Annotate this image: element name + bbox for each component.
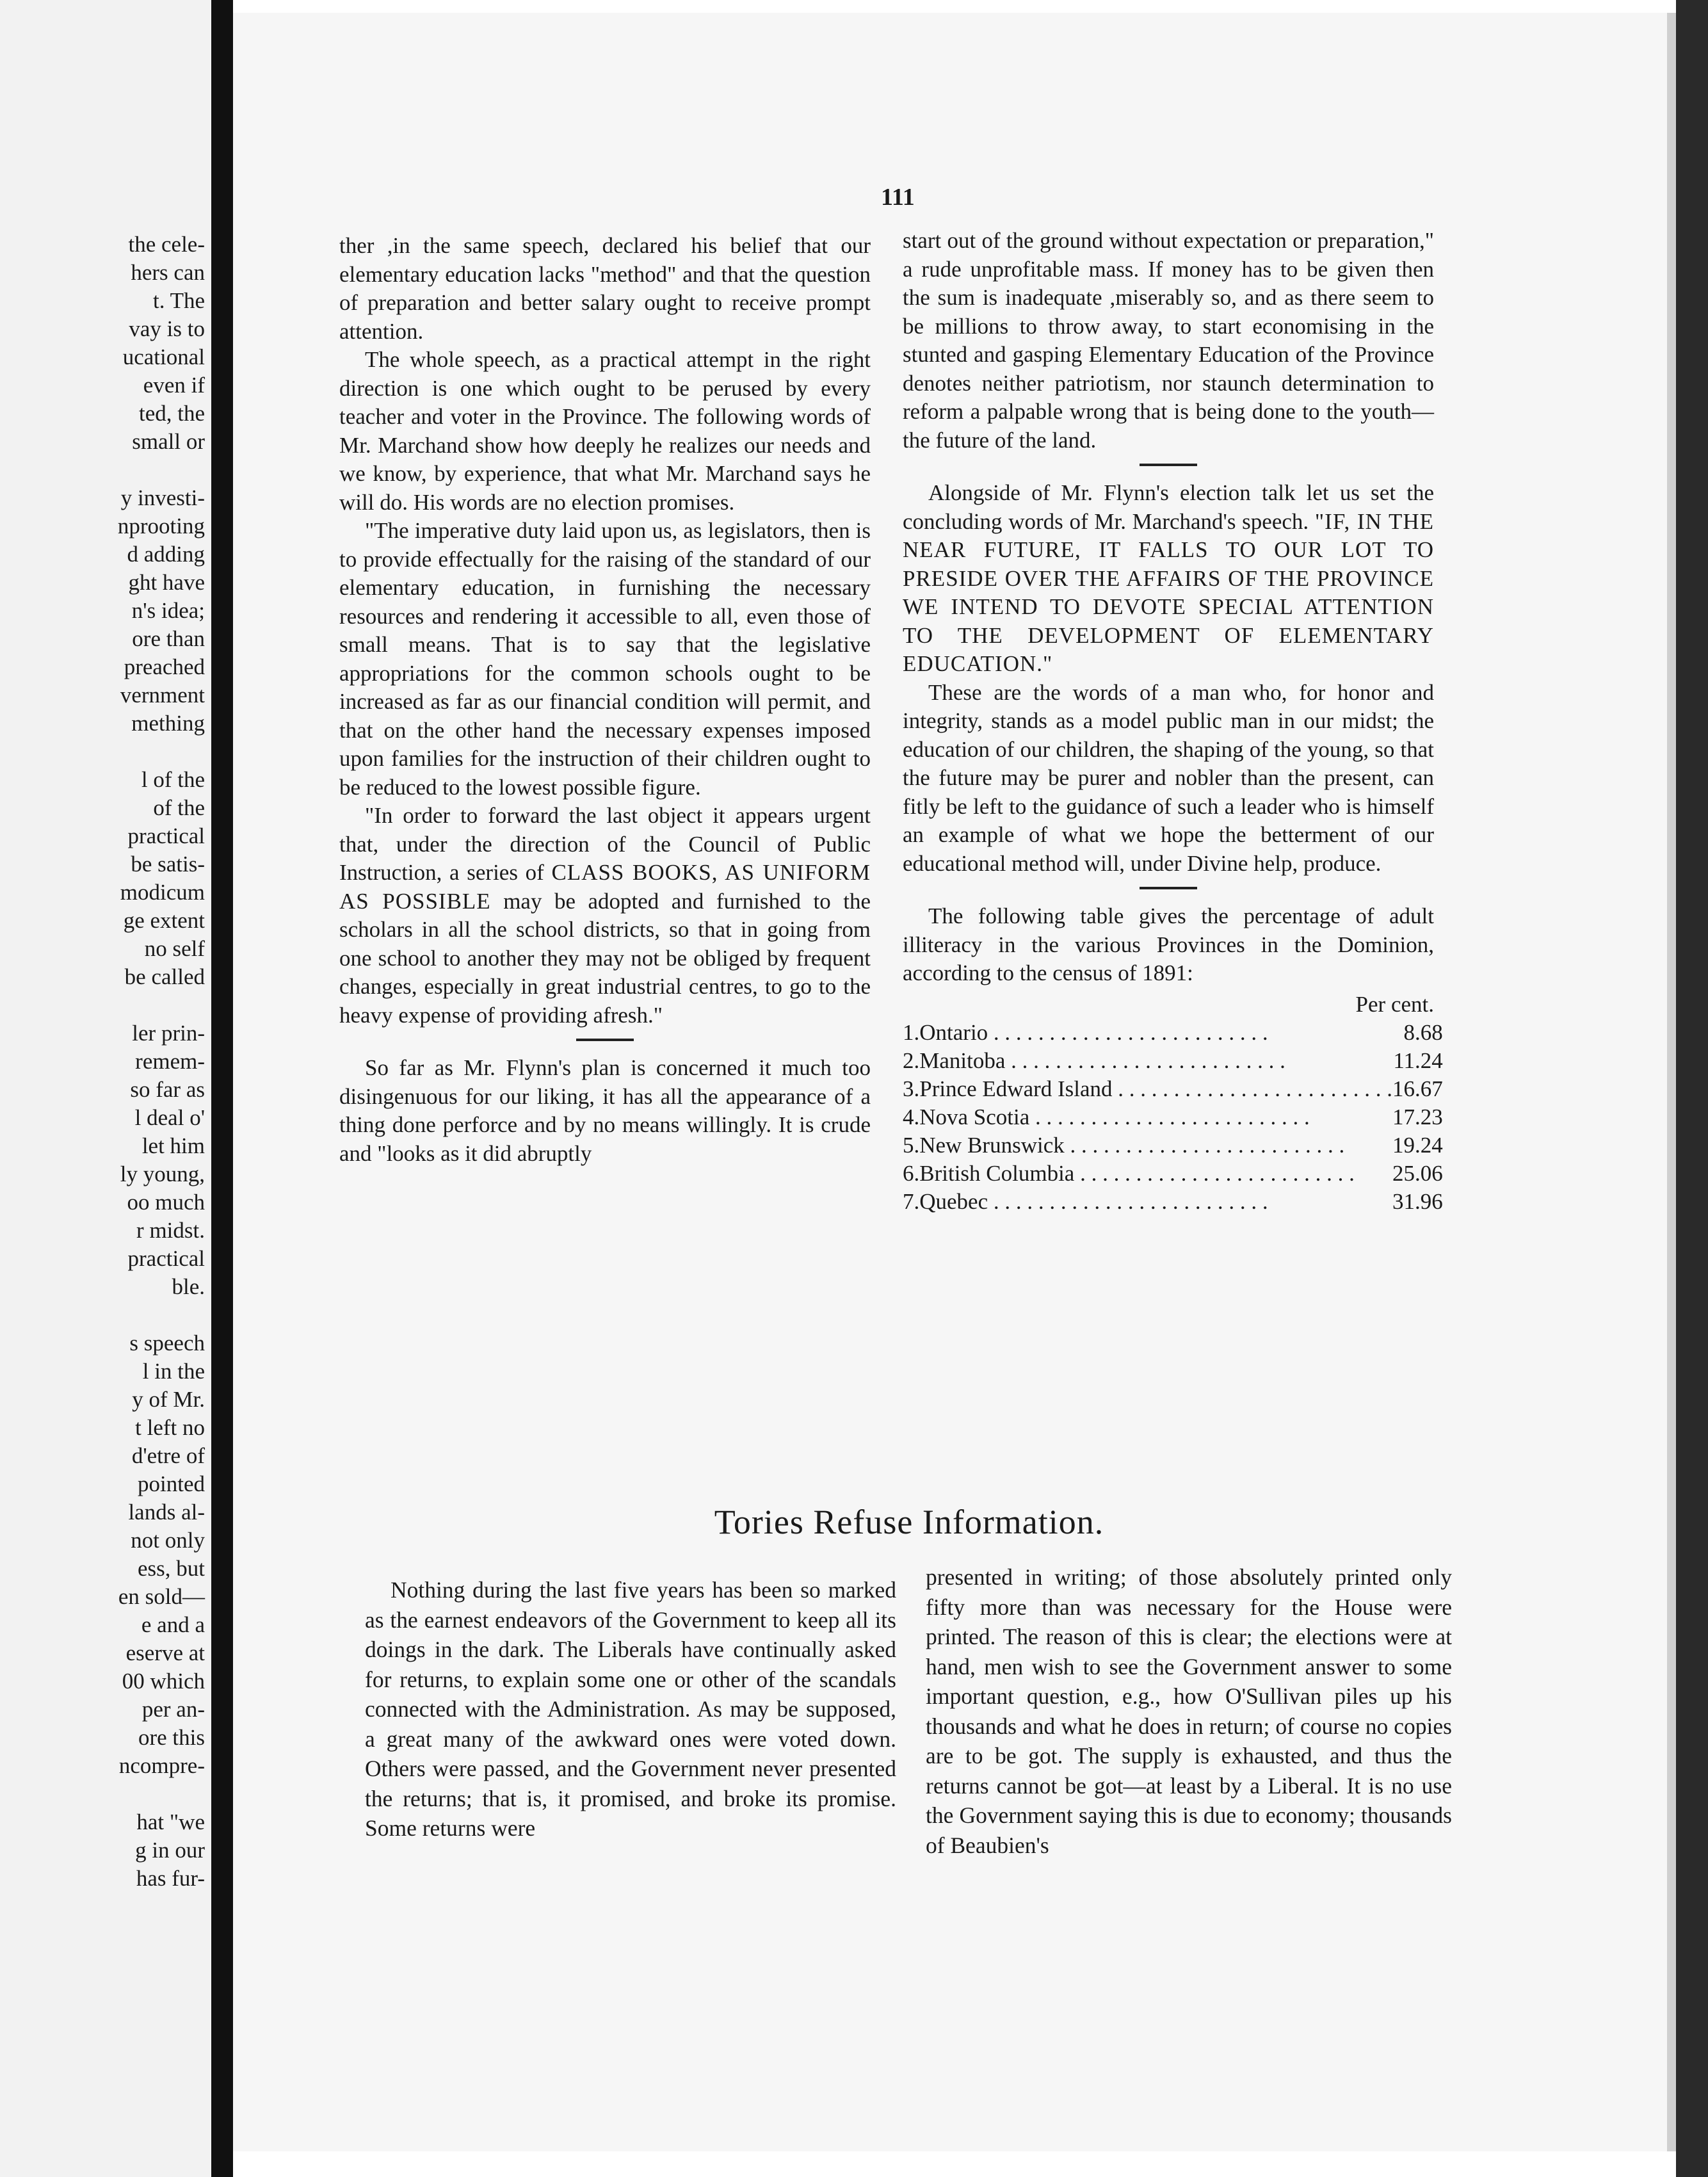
percent-value: 8.68 bbox=[1403, 1020, 1443, 1045]
province-cell bbox=[919, 1047, 1392, 1075]
percent-value: 25.06 bbox=[1392, 1161, 1443, 1186]
leader-dots bbox=[1065, 1133, 1345, 1158]
paragraph: These are the words of a man who, for honor and integrity, stands as a model public man in our midst; the education of our children, the shaping of the young, so that the future may be purer and nobler than the present, can fitly be left to the guidance of such a leader who is himself an example of what we hope the betterment of our educational method will, under Divine help, produce. bbox=[903, 679, 1434, 876]
column-right-upper bbox=[903, 227, 1443, 1216]
fragment-line: oo much bbox=[127, 1190, 205, 1215]
paragraph-text: "In order to forward the last object it appears urgent that, under the direction of the Council of Public Instruction, a series of bbox=[339, 803, 871, 885]
leader-dots bbox=[1005, 1048, 1285, 1073]
quoted-paragraph: "The imperative duty laid upon us, as legislators, then is to provide effectually for the raising of the standard of our elementary education, in furnishing the necessary resources and rendering it accessible to all, even those of small means. That is to say that the legislative appropriations for the common schools ought to be increased as far as our financial condition will permit, and that on the other hand the necessary expenses imposed upon families for the instruction of their children ought to be reduced to the lowest possible figure. bbox=[339, 518, 871, 800]
table-row bbox=[903, 1019, 1443, 1047]
fragment-line: vay is to bbox=[129, 316, 205, 341]
fragment-line: let him bbox=[141, 1133, 205, 1158]
table-header: Per cent. bbox=[1355, 991, 1434, 1017]
book-gutter bbox=[211, 0, 233, 2177]
leader-dots bbox=[1029, 1105, 1310, 1129]
column-right-lower bbox=[926, 1562, 1452, 1860]
fragment-line: ge extent bbox=[123, 908, 205, 933]
percent-value: 17.23 bbox=[1392, 1105, 1443, 1129]
percent-value: 19.24 bbox=[1392, 1133, 1443, 1158]
province-name: Nova Scotia bbox=[919, 1105, 1030, 1129]
percent-value: 16.67 bbox=[1392, 1076, 1443, 1101]
percent-value: 11.24 bbox=[1393, 1048, 1443, 1073]
fragment-line: pointed bbox=[138, 1471, 205, 1496]
fragment-line: ucational bbox=[122, 344, 205, 369]
fragment-line: hers can bbox=[131, 260, 205, 285]
fragment-line: t left no bbox=[135, 1415, 205, 1440]
fragment-line: y of Mr. bbox=[132, 1387, 205, 1412]
fragment-line: ly young, bbox=[120, 1161, 205, 1186]
row-number: 1. bbox=[903, 1020, 920, 1045]
row-number: 2. bbox=[903, 1048, 920, 1073]
fragment-line: be called bbox=[124, 964, 205, 989]
fragment-line: n's idea; bbox=[131, 598, 205, 623]
province-name: British Columbia bbox=[919, 1161, 1075, 1186]
fragment-line: no self bbox=[144, 936, 205, 961]
paragraph-text: may be adopted and furnished to the scholars in all the school districts, so that in going from one school to another they may not be obliged by frequent changes, especially in great industrial centres, to go to the heavy expense of providing afresh." bbox=[339, 888, 871, 1028]
fragment-line: l in the bbox=[142, 1359, 205, 1384]
province-name: Ontario bbox=[919, 1020, 988, 1045]
section-rule bbox=[576, 1039, 634, 1041]
column-left-lower bbox=[365, 1575, 896, 1843]
fragment-line bbox=[0, 1780, 211, 1808]
fragment-line: the cele- bbox=[128, 232, 205, 257]
row-number: 6. bbox=[903, 1161, 920, 1186]
paragraph: ther ,in the same speech, declared his belief that our elementary education lacks "method" and that the question of preparation and better salary ought to receive prompt attention. bbox=[339, 233, 871, 344]
fragment-line bbox=[0, 738, 211, 766]
section-rule bbox=[1140, 887, 1197, 889]
fragment-line: nprooting bbox=[117, 514, 205, 538]
province-name: New Brunswick bbox=[919, 1133, 1065, 1158]
fragment-line: r midst. bbox=[136, 1218, 205, 1243]
paragraph: The whole speech, as a practical attempt in the right direction is one which ought to be perused by every teacher and voter in the Province. The following words of Mr. Marchand show how deeply he realizes our needs and we know, by experience, that what Mr. Marchand says he will do. His words are no election promises. bbox=[339, 347, 871, 515]
table-row bbox=[903, 1188, 1443, 1216]
fragment-line: 00 which bbox=[122, 1669, 205, 1694]
paragraph: The following table gives the percentage of adult illiteracy in the various Provinces in the Dominion, according to the census of 1891: bbox=[903, 903, 1434, 985]
fragment-line: ble. bbox=[172, 1274, 205, 1299]
leader-dots bbox=[1113, 1076, 1393, 1101]
table-row bbox=[903, 1131, 1443, 1160]
province-cell bbox=[919, 1131, 1392, 1160]
table-row bbox=[903, 1075, 1443, 1103]
fragment-line: modicum bbox=[120, 880, 205, 905]
fragment-line: g in our bbox=[135, 1838, 205, 1863]
fragment-line: has fur- bbox=[136, 1866, 205, 1891]
fragment-line bbox=[0, 991, 211, 1019]
row-number: 5. bbox=[903, 1133, 920, 1158]
fragment-line: e and a bbox=[141, 1612, 205, 1637]
fragment-line: not only bbox=[131, 1528, 205, 1553]
fragment-line: ess, but bbox=[138, 1556, 205, 1581]
paragraph: Nothing during the last five years has been so marked as the earnest endeavors of the Government to keep all its doings in the dark. The Liberals have continually asked for returns, to explain some one or other of the scandals connected with the Administration. As may be supposed, a great many of the awkward ones were voted down. Others were passed, and the Government never presented the returns; that is, it promised, and broke its promise. Some returns were bbox=[365, 1577, 896, 1841]
fragment-line: be satis- bbox=[131, 852, 205, 877]
fragment-line: d'etre of bbox=[131, 1443, 205, 1468]
fragment-line: even if bbox=[143, 373, 205, 398]
table-row bbox=[903, 1103, 1443, 1131]
fragment-line: ted, the bbox=[138, 401, 205, 426]
fragment-line: en sold— bbox=[118, 1584, 205, 1609]
page-number: 111 bbox=[881, 184, 915, 211]
row-number: 7. bbox=[903, 1189, 920, 1214]
fragment-line: d adding bbox=[127, 542, 205, 567]
fragment-line: of the bbox=[153, 795, 205, 820]
row-number: 4. bbox=[903, 1105, 920, 1129]
section-rule bbox=[1140, 464, 1197, 466]
table-row bbox=[903, 1160, 1443, 1188]
fragment-line: ght have bbox=[128, 570, 205, 595]
province-cell bbox=[919, 1075, 1392, 1103]
fragment-line: remem- bbox=[135, 1049, 205, 1074]
leader-dots bbox=[988, 1189, 1268, 1214]
fragment-line: l of the bbox=[141, 767, 205, 792]
fragment-line: hat "we bbox=[136, 1809, 205, 1834]
province-cell bbox=[919, 1188, 1392, 1216]
emphasis-caps: "IF, IN THE NEAR FUTURE, IT FALLS TO OUR LOT TO PRESIDE OVER THE AFFAIRS OF THE PROVINCE WE INTEND TO DEVOTE SPECIAL ATTENTION TO THE DEVELOPMENT OF ELEMENTARY EDUCATION." bbox=[903, 508, 1434, 676]
percent-value: 31.96 bbox=[1392, 1189, 1443, 1214]
leader-dots bbox=[1074, 1161, 1355, 1186]
emphasis-caps: CLASS BOOKS, AS UNIFORM AS POSSIBLE bbox=[339, 860, 871, 914]
fragment-line: t. The bbox=[152, 288, 205, 313]
fragment-line: eserve at bbox=[125, 1640, 205, 1665]
province-cell bbox=[919, 1103, 1392, 1131]
fragment-line: practical bbox=[127, 823, 205, 848]
province-cell bbox=[919, 1160, 1392, 1188]
fragment-line: small or bbox=[132, 429, 205, 454]
paragraph: So far as Mr. Flynn's plan is concerned it much too disingenuous for our liking, it has all the appearance of a thing done perforce and by no means willingly. It is crude and "looks as it did abruptly bbox=[339, 1055, 871, 1166]
column-left-upper bbox=[339, 232, 871, 1168]
leader-dots bbox=[988, 1020, 1268, 1045]
paragraph-text: Alongside of Mr. Flynn's election talk let us set the concluding words of Mr. Marchand's speech. bbox=[903, 480, 1434, 534]
fragment-line: ore than bbox=[132, 626, 205, 651]
row-number: 3. bbox=[903, 1076, 920, 1101]
province-name: Prince Edward Island bbox=[919, 1076, 1113, 1101]
paragraph: start out of the ground without expectation or preparation," a rude unprofitable mass. If money has to be given then the sum is inadequate ,miserably so, and as there seem to be millions to throw away, to start economising in the stunted and gasping Elementary Education of the Province denotes neither patriotism, nor staunch determination to reform a palpable wrong that is being done to the youth—the future of the land. bbox=[903, 228, 1434, 453]
fragment-line bbox=[0, 456, 211, 484]
fragment-line: ler prin- bbox=[132, 1021, 205, 1046]
province-cell bbox=[919, 1019, 1392, 1047]
paragraph: presented in writing; of those absolutely printed only fifty more than was necessary for the House were printed. The reason of this is clear; the elections were at hand, men wish to see the Government answer to some important question, e.g., how O'Sullivan piles up his thousands and what he does in return; of course no copies are to be got. The supply is exhausted, and thus the returns cannot be got—at least by a Liberal. It is no use the Government saying this is due to economy; thousands of Beaubien's bbox=[926, 1564, 1452, 1858]
fragment-line: s speech bbox=[129, 1331, 205, 1356]
province-name: Manitoba bbox=[919, 1048, 1006, 1073]
facing-page-text bbox=[0, 231, 211, 1893]
fragment-line: l deal o' bbox=[134, 1105, 205, 1130]
province-name: Quebec bbox=[919, 1189, 988, 1214]
fragment-line: practical bbox=[127, 1246, 205, 1271]
fragment-line: per an- bbox=[141, 1697, 205, 1722]
facing-page-fragment bbox=[0, 0, 211, 2177]
quoted-paragraph bbox=[339, 802, 871, 1030]
fragment-line bbox=[0, 1301, 211, 1329]
fragment-line: mething bbox=[131, 711, 205, 736]
article-headline: Tories Refuse Information. bbox=[714, 1503, 1104, 1541]
table-row bbox=[903, 1047, 1443, 1075]
fragment-line: vernment bbox=[120, 683, 205, 708]
scan-edge bbox=[1676, 0, 1708, 2177]
fragment-line: lands al- bbox=[128, 1500, 205, 1525]
fragment-line: ncompre- bbox=[118, 1753, 205, 1778]
fragment-line: ore this bbox=[138, 1725, 205, 1750]
fragment-line: preached bbox=[124, 654, 205, 679]
illiteracy-table bbox=[903, 1019, 1443, 1216]
fragment-line: so far as bbox=[130, 1077, 205, 1102]
fragment-line: y investi- bbox=[120, 485, 205, 510]
paragraph bbox=[903, 479, 1434, 679]
